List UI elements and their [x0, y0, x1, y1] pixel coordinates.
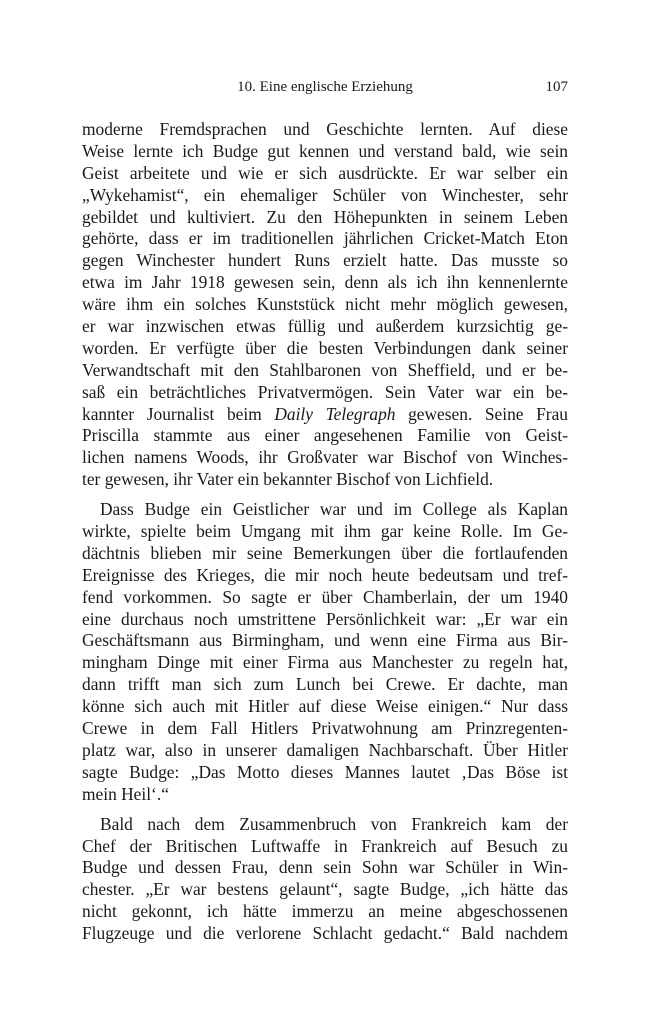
chapter-title: 10. Eine englische Erziehung [237, 79, 413, 95]
text-line: Verwandtschaft mit den Stahlbaronen von Sheffield, und er be- [82, 359, 568, 380]
text-line: gebildet und kultiviert. Zu den Höhepunkten in seinem Leben [82, 206, 568, 227]
text-line: lichen namens Woods, ihr Großvater war Bischof von Winches- [82, 447, 568, 468]
paragraph-gap [82, 491, 568, 499]
text-line: Geschäftsmann aus Birmingham, und wenn eine Firma aus Bir- [82, 630, 568, 651]
text-line: kannter Journalist beim Daily Telegraph gewesen. Seine Frau [82, 403, 568, 424]
text-line: gehörte, dass er im traditionellen jährlichen Cricket-Match Eton [82, 228, 568, 249]
paragraph [82, 119, 568, 491]
text-line: Geist arbeitete und wie er sich ausdrückte. Er war selber ein [82, 162, 568, 183]
paragraph-gap [82, 806, 568, 814]
text-line: gegen Winchester hundert Runs erzielt hatte. Das musste so [82, 250, 568, 271]
text-line: ter gewesen, ihr Vater ein bekannter Bischof von Lichfield. [82, 469, 494, 490]
text-line: chester. „Er war bestens gelaunt“, sagte Budge, „ich hätte das [82, 879, 568, 900]
text-line: dann trifft man sich zum Lunch bei Crewe. Er dachte, man [82, 674, 568, 695]
text-line: sagte Budge: „Das Motto dieses Mannes lautet ‚Das Böse ist [82, 761, 568, 782]
text-line: Priscilla stammte aus einer angesehenen Familie von Geist- [82, 425, 568, 446]
text-line: wäre ihm ein solches Kunststück nicht mehr möglich gewesen, [82, 294, 568, 315]
text-line: Budge und dessen Frau, denn sein Sohn war Schüler in Win- [82, 857, 568, 878]
text-line: saß ein beträchtliches Privatvermögen. Sein Vater war ein be- [82, 381, 568, 402]
paragraph [82, 814, 568, 945]
text-line: dächtnis blieben mir seine Bemerkungen über die fortlaufenden [82, 542, 568, 563]
running-head [82, 79, 568, 99]
text-line: worden. Er verfügte über die besten Verbindungen dank seiner [82, 337, 568, 358]
text-line: wirkte, spielte beim Umgang mit ihm gar keine Rolle. Im Ge- [82, 521, 568, 542]
paragraph [82, 499, 568, 805]
body-text [82, 119, 568, 945]
text-line: eine durchaus noch umstrittene Persönlichkeit war: „Er war ein [82, 608, 568, 629]
text-line: Ereignisse des Krieges, die mir noch heute bedeutsam und tref- [82, 564, 568, 585]
text-line: platz war, also in unserer damaligen Nachbarschaft. Über Hitler [82, 739, 568, 760]
text-line: fend vorkommen. So sagte er über Chamberlain, der um 1940 [82, 586, 568, 607]
text-line: nicht gekonnt, ich hätte immerzu an meine abgeschossenen [82, 901, 568, 922]
text-line: „Wykehamist“, ein ehemaliger Schüler von Winchester, sehr [82, 184, 568, 205]
text-line: Bald nach dem Zusammenbruch von Frankreich kam der [100, 813, 568, 834]
text-line: er war inzwischen etwas füllig und außerdem kurzsichtig ge- [82, 316, 568, 337]
text-line: Chef der Britischen Luftwaffe in Frankreich auf Besuch zu [82, 835, 568, 856]
text-line: Crewe in dem Fall Hitlers Privatwohnung am Prinzregenten- [82, 718, 568, 739]
text-line: mingham Dinge mit einer Firma aus Manchester zu regeln hat, [82, 652, 568, 673]
text-line: Flugzeuge und die verlorene Schlacht gedacht.“ Bald nachdem [82, 923, 568, 944]
text-line: mein Heil‘.“ [82, 783, 169, 804]
text-line: Dass Budge ein Geistlicher war und im College als Kaplan [100, 499, 568, 520]
page-number: 107 [545, 79, 568, 95]
text-line: Weise lernte ich Budge gut kennen und verstand bald, wie sein [82, 140, 568, 161]
text-line: könne sich auch mit Hitler auf diese Weise einigen.“ Nur dass [82, 696, 568, 717]
text-line: moderne Fremdsprachen und Geschichte lernten. Auf diese [82, 119, 568, 139]
italic-title: Daily Telegraph [274, 403, 396, 424]
text-line: etwa im Jahr 1918 gewesen sein, denn als ich ihn kennenlernte [82, 272, 568, 293]
